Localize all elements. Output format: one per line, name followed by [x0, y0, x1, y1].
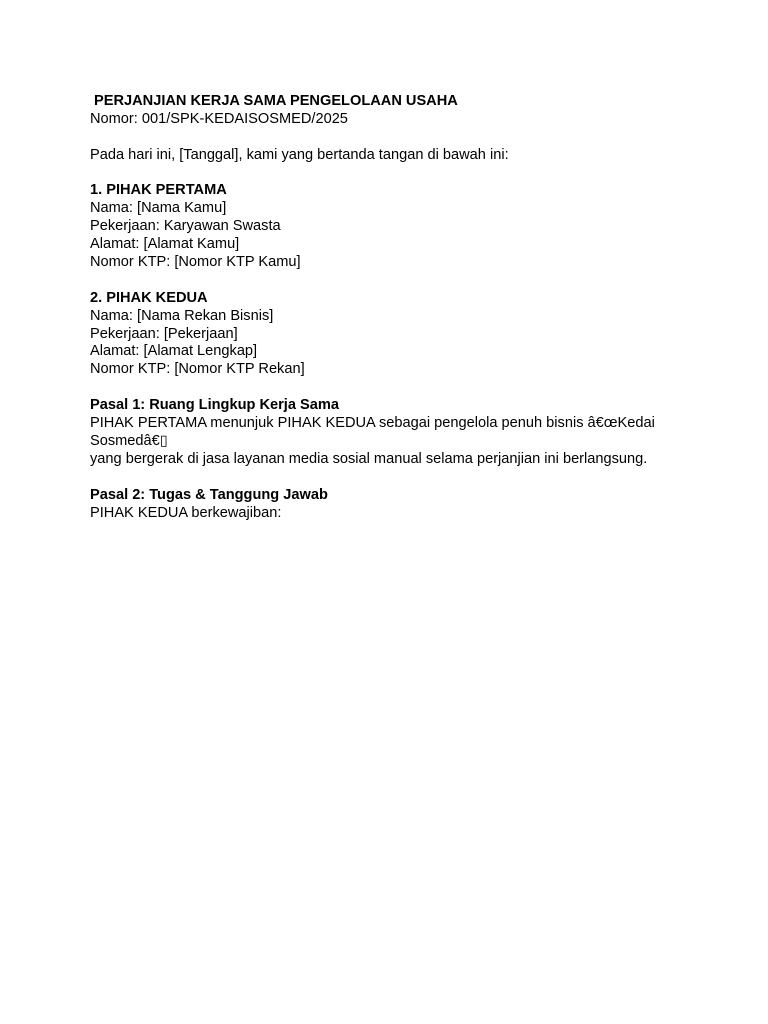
- document-title: PERJANJIAN KERJA SAMA PENGELOLAAN USAHA: [94, 93, 458, 109]
- document-number: Nomor: 001/SPK-KEDAISOSMED/2025: [90, 110, 348, 127]
- article-two-text: PIHAK KEDUA berkewajiban:: [90, 504, 282, 521]
- party-two-heading: 2. PIHAK KEDUA: [90, 289, 208, 306]
- party-two-id-number: Nomor KTP: [Nomor KTP Rekan]: [90, 361, 305, 378]
- party-one-id-number: Nomor KTP: [Nomor KTP Kamu]: [90, 254, 301, 271]
- party-two-job: Pekerjaan: [Pekerjaan]: [90, 325, 238, 342]
- party-two-address: Alamat: [Alamat Lengkap]: [90, 343, 258, 360]
- article-one-heading: Pasal 1: Ruang Lingkup Kerja Sama: [90, 397, 339, 414]
- spacer: [90, 165, 690, 183]
- party-one-heading: 1. PIHAK PERTAMA: [90, 182, 227, 199]
- party-one-job: Pekerjaan: Karyawan Swasta: [90, 218, 281, 235]
- document-body: [90, 93, 690, 522]
- spacer: [90, 469, 690, 487]
- spacer: [90, 272, 690, 290]
- article-two-heading: Pasal 2: Tugas & Tanggung Jawab: [90, 486, 328, 503]
- spacer: [90, 129, 690, 147]
- party-one-name: Nama: [Nama Kamu]: [90, 200, 227, 217]
- article-one-text: PIHAK PERTAMA menunjuk PIHAK KEDUA sebagai pengelola penuh bisnis â€œKedai Sosmedâ€▯: [90, 415, 655, 449]
- spacer: [90, 379, 690, 397]
- party-one-address: Alamat: [Alamat Kamu]: [90, 236, 240, 253]
- party-two-name: Nama: [Nama Rekan Bisnis]: [90, 307, 274, 324]
- article-one-text-continued: yang bergerak di jasa layanan media sosial manual selama perjanjian ini berlangsung.: [90, 450, 648, 467]
- opening-paragraph: Pada hari ini, [Tanggal], kami yang bertanda tangan di bawah ini:: [90, 146, 509, 163]
